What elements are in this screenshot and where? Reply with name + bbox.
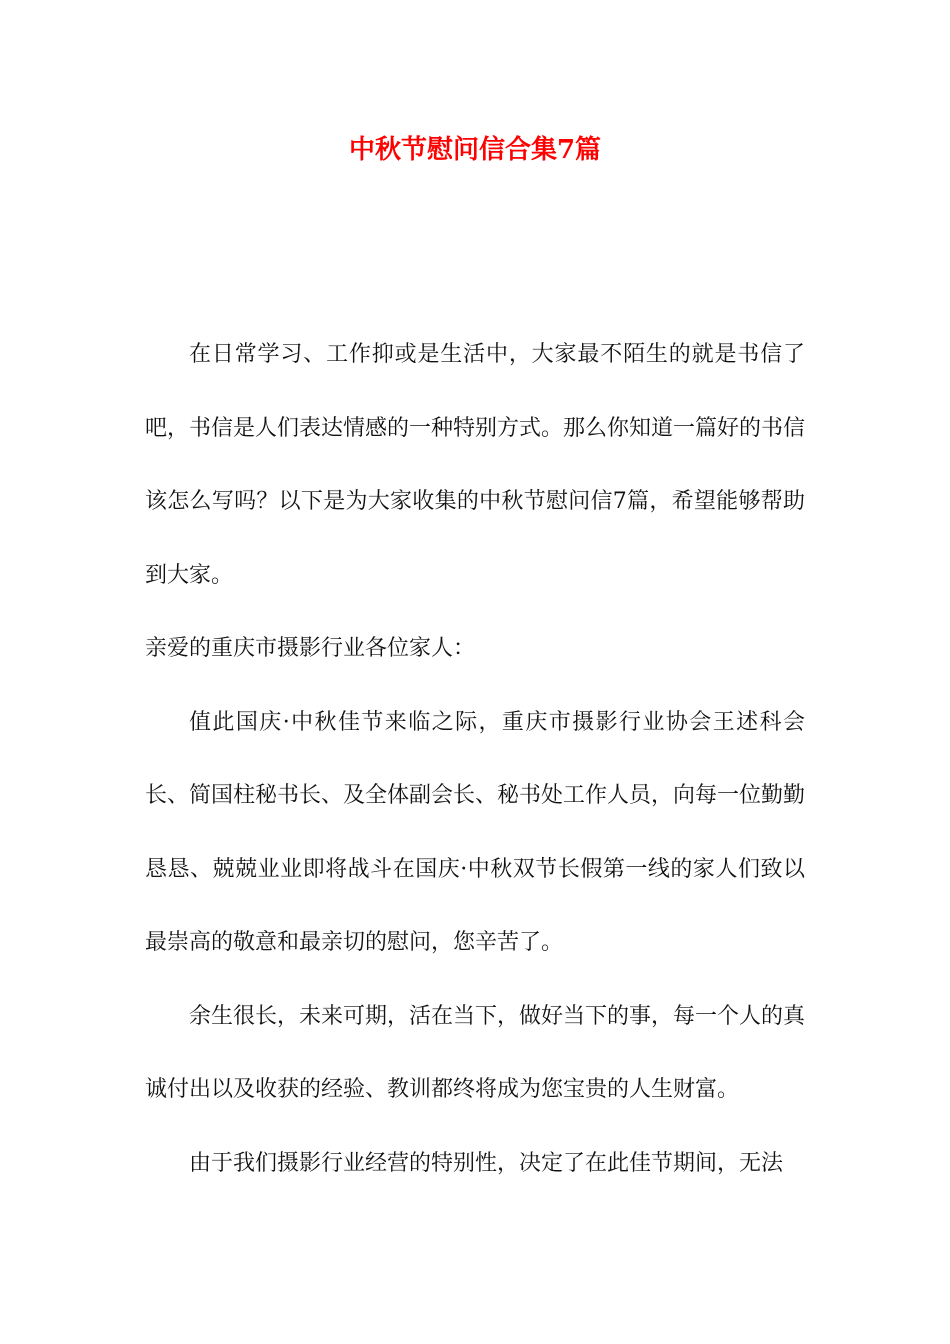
paragraph-reflection: 余生很长，未来可期，活在当下，做好当下的事，每一个人的真诚付出以及收获的经验、教训都终将成为您宝贵的人生财富。 [145, 1003, 806, 1102]
paragraph-intro: 在日常学习、工作抑或是生活中，大家最不陌生的就是书信了吧，书信是人们表达情感的一种特别方式。那么你知道一篇好的书信该怎么写吗？以下是为大家收集的中秋节慰问信7篇，希望能够帮助到大家。 [145, 342, 806, 588]
document-title: 中秋节慰问信合集7篇 [348, 135, 602, 165]
document-body [145, 318, 805, 1200]
paragraph-greeting: 值此国庆·中秋佳节来临之际，重庆市摄影行业协会王述科会长、简国柱秘书长、及全体副会长、秘书处工作人员，向每一位勤勤恳恳、兢兢业业即将战斗在国庆·中秋双节长假第一线的家人们致以最崇高的敬意和最亲切的慰问，您辛苦了。 [145, 709, 806, 955]
paragraph-salutation: 亲爱的重庆市摄影行业各位家人： [145, 636, 476, 661]
paragraph-industry: 由于我们摄影行业经营的特别性，决定了在此佳节期间，无法 [189, 1150, 784, 1176]
